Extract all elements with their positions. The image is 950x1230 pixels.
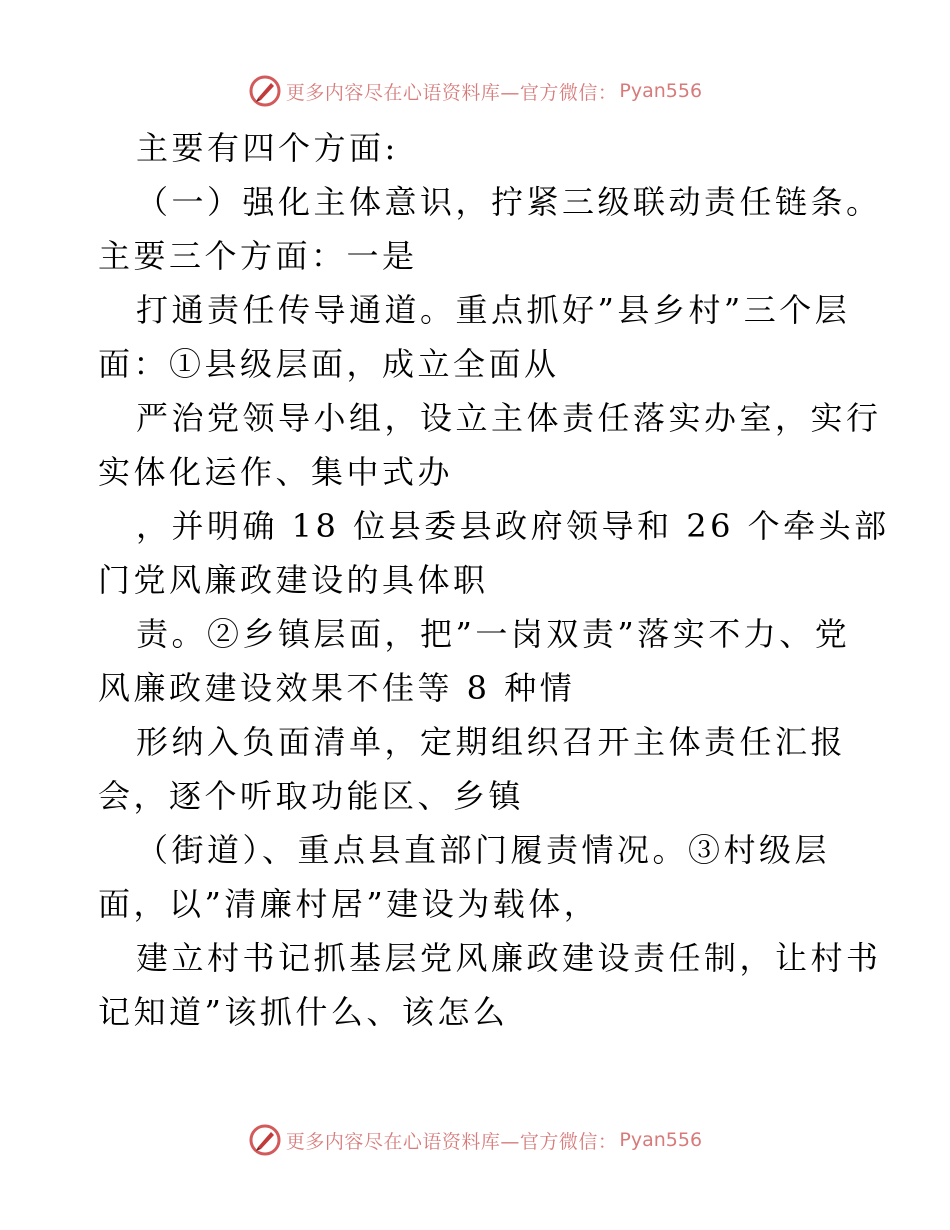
text-line: 责。②乡镇层面，把”一岗双责”落实不力、党 [136, 615, 851, 653]
text-line: （街道）、重点县直部门履责情况。③村级层 [136, 831, 831, 869]
text-line: 打通责任传导通道。重点抓好”县乡村”三个层 [136, 291, 851, 329]
text-line: 面，以”清廉村居”建设为载体， [98, 885, 600, 923]
document-body [98, 121, 890, 1039]
watermark-wechat-id: Pyan556 [619, 1129, 703, 1151]
text-line: ，并明确 18 位县委县政府领导和 26 个牵头部 [136, 507, 890, 545]
watermark-text: 更多内容尽在心语资料库—官方微信： [285, 1130, 618, 1153]
text-line: 记知道”该抓什么、该怎么 [98, 993, 509, 1031]
text-line: 面：①县级层面，成立全面从 [98, 345, 560, 383]
text-line: 建立村书记抓基层党风廉政建设责任制，让村书 [136, 939, 882, 977]
text-line: （一）强化主体意识，拧紧三级联动责任链条。 [136, 183, 882, 221]
pen-logo-icon [248, 74, 282, 108]
pen-logo-icon [248, 1123, 282, 1157]
text-line: 会，逐个听取功能区、乡镇 [98, 777, 525, 815]
text-line: 主要三个方面：一是 [98, 237, 418, 275]
text-line: 实体化运作、集中式办 [98, 453, 454, 491]
text-line: 门党风廉政建设的具体职 [98, 561, 489, 599]
text-line: 风廉政建设效果不佳等 8 种情 [98, 669, 576, 707]
watermark-wechat-id: Pyan556 [619, 80, 703, 102]
watermark-text: 更多内容尽在心语资料库—官方微信： [285, 81, 618, 104]
header-watermark [0, 74, 950, 108]
text-line: 严治党领导小组，设立主体责任落实办室，实行 [136, 399, 882, 437]
text-line: 形纳入负面清单，定期组织召开主体责任汇报 [136, 723, 847, 761]
footer-watermark [0, 1123, 950, 1157]
text-line: 主要有四个方面: [136, 129, 399, 167]
